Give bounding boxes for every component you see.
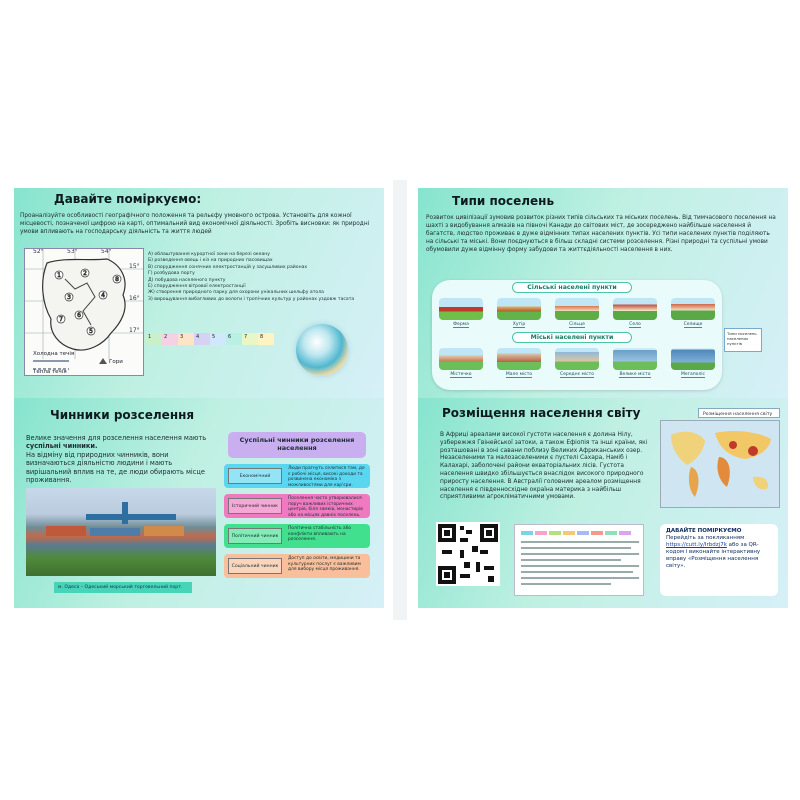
mountains-label: Гори: [109, 359, 123, 365]
think-text-rest: або за QR-кодом і виконайте інтерактивну вправу «Розміщення населення світу».: [666, 542, 761, 569]
settlement-item: [613, 348, 657, 378]
think-box: [660, 524, 778, 596]
activity-list: [148, 252, 378, 303]
factor-label: Соціальний чинник: [228, 558, 282, 574]
svg-text:6: 6: [77, 312, 81, 319]
settlement-label: Хутір: [512, 322, 526, 327]
lon-label: 17°: [129, 327, 140, 334]
svg-text:7: 7: [59, 316, 63, 323]
factor-text: Люди прагнуть селитися там, де є робочі місця, високі доходи та розвинена економіка з можливостями для кар'єри.: [288, 466, 365, 488]
slide-title: Типи поселень: [452, 194, 555, 208]
factor-social: [224, 554, 370, 578]
settlement-item: [555, 348, 599, 378]
factor-text: Поселення часто утворювалися поруч важливих історичних центрів, біля замків, монастирів або на місцях давніх поселень.: [288, 496, 363, 518]
settlement-label: Мегаполіс: [680, 372, 706, 377]
island-globe-image: [296, 324, 348, 376]
think-title: ДАВАЙТЕ ПОМІРКУЄМО: [666, 528, 742, 534]
exercise-link[interactable]: https://cutt.ly/Irbdzj7k: [666, 542, 727, 548]
urban-row: [432, 348, 722, 378]
exercise-preview-graphic: [515, 525, 645, 597]
list-item: Е) спорудження вітрової електростанції: [148, 284, 246, 290]
urban-header: Міські населені пункти: [512, 332, 632, 343]
world-map-graphic: [661, 421, 780, 508]
factors-title: Суспільні чинники розселення населення: [228, 432, 366, 458]
page-divider: [393, 180, 407, 620]
answer-cell[interactable]: 5: [210, 333, 226, 345]
settlement-label: Середнє місто: [560, 372, 594, 377]
settlement-item: [671, 348, 715, 378]
list-item: Г) розбудова порту: [148, 271, 195, 277]
svg-text:8: 8: [115, 276, 119, 283]
settlement-item: [555, 298, 599, 328]
lat-label: 54°: [101, 248, 112, 255]
factor-label: Політичний чинник: [228, 528, 282, 544]
settlement-label: Мале місто: [505, 372, 533, 377]
port-photo-graphic: [26, 488, 216, 576]
cold-current-label: Холодна течія: [33, 351, 75, 357]
factors-text-bold: суспільні чинники.: [26, 442, 98, 451]
list-item: Б) розведення овець і кіз на природних пасовищах: [148, 258, 273, 264]
slide-think: [14, 188, 384, 398]
settlement-label: Селище: [683, 322, 703, 327]
factor-political: [224, 524, 370, 548]
settlement-label: Село: [629, 322, 641, 327]
settlement-item: [439, 348, 483, 378]
factor-label: Економічний: [228, 468, 282, 484]
svg-text:4: 4: [101, 292, 105, 299]
settlement-label: Ферма: [453, 322, 469, 327]
settlement-item: [671, 298, 715, 328]
slide-factors: [14, 398, 384, 608]
factor-label: Історичний чинник: [228, 498, 282, 514]
settlement-item: [497, 348, 541, 378]
svg-text:5: 5: [89, 328, 93, 335]
population-text: В Африці ареалами високої густоти населення є долина Нілу, узбережжя Гвінейської затоки, а також Ефіопія та інші країни, які розташовані в зоні савани поблизу Великих Африканських озер. Незаселеними та малозаселеними є пустелі Сахара, Наміб і Калахарі, заболочені райони екваторіальних лісів. Густота населення швидко збільшується внаслідок високого природного приросту населення. В Австралії головним ареалом розміщення населення є південносхідне окраїна материка з найбільш сприятливими агрокліматичними умовами.: [440, 432, 648, 501]
answer-cell[interactable]: 2: [162, 333, 178, 345]
map-title: Розміщення населення світу: [698, 408, 780, 418]
factors-text-intro: Велике значення для розселення населення мають: [26, 434, 207, 442]
answer-cell[interactable]: 7: [242, 333, 258, 345]
answer-cell[interactable]: 4: [194, 333, 210, 345]
answer-cell[interactable]: 6: [226, 333, 242, 345]
warm-current-label: Тепла течія: [33, 369, 67, 375]
list-item: В) спорудження сонячних електростанцій у засушливих районах: [148, 264, 308, 270]
photo-caption: м. Одеса – Одеський морський торговельний порт.: [54, 582, 192, 593]
settlement-note: Типи поселень населених пунктів: [724, 328, 762, 352]
svg-text:2: 2: [83, 270, 87, 277]
answer-cells: [146, 333, 274, 345]
world-population-map: [660, 420, 780, 508]
svg-text:3: 3: [67, 294, 71, 301]
slide-title: Чинники розселення: [50, 408, 195, 422]
lon-label: 15°: [129, 263, 140, 270]
list-item: Ж) створення природного парку для охорони унікальних шельфу атола: [148, 290, 324, 296]
lon-label: 16°: [129, 295, 140, 302]
lat-label: 52°: [33, 248, 44, 255]
svg-text:1: 1: [57, 272, 61, 279]
settlement-label: Містечко: [450, 372, 472, 377]
answer-cell[interactable]: 3: [178, 333, 194, 345]
factor-text: Політична стабільність або конфлікти впливають на розселення.: [288, 526, 352, 543]
answer-cell[interactable]: 8: [258, 333, 274, 345]
rural-row: [432, 298, 722, 328]
settlement-item: [613, 298, 657, 328]
think-text: Перейдіть за покликанням: [666, 535, 745, 541]
list-item: А) облаштування курортної зони на березі океану: [148, 252, 271, 257]
task-text: Проаналізуйте особливості географічного положення та рельєфу умовного острова. Установіть для кожної місцевості, позначеної цифрою на карті, оптимальний вид економічної діяльності. Зробіть висновки: як природні умови впливають на господарську діяльність та життя людей: [20, 213, 370, 235]
list-item: З) вирощування вибагливих до вологи і тропічних культур у районах уздовж тасата: [148, 296, 355, 302]
factors-text: [26, 434, 218, 484]
intro-text: Розвиток цивілізації зумовив розвиток різних типів сільських та міських поселень. Від тимчасового поселення на шахті з видобування алмазів на півночі Канади до світових міст, де зосереджено найбільше населення й багатств, людство проживає в дуже відмінних типах населених пунктів. Усі типи населених пунктів поділяють на сільські та міські. Вони поєднуються в більш складні системи розселення. Різні природні та суспільні умови обумовили дуже відмінну форму забудови та життєдіяльності населення в них.: [426, 215, 776, 253]
settlement-panel: [432, 280, 722, 390]
settlement-label: Сільце: [569, 322, 585, 327]
port-photo: [26, 488, 216, 576]
settlement-item: [497, 298, 541, 328]
exercise-screenshot: [514, 524, 644, 596]
slide-world-population: [418, 398, 788, 608]
slide-settlement-types: [418, 188, 788, 398]
settlement-item: [439, 298, 483, 328]
settlement-label: Велике місто: [619, 372, 651, 377]
qr-code-graphic: [436, 522, 500, 586]
factor-economic: [224, 464, 370, 488]
factors-text-detail: На відміну від природних чинників, вони визначаються діяльністю людини і мають вирішальний вплив на те, де люди обирають місце проживання.: [26, 450, 205, 485]
list-item: Д) побудова населеного пункту: [148, 277, 226, 283]
answer-cell[interactable]: 1: [146, 333, 162, 345]
qr-code[interactable]: [436, 522, 500, 586]
lat-label: 53°: [67, 248, 78, 255]
rural-header: Сільські населені пункти: [512, 282, 632, 293]
factor-historical: [224, 494, 370, 518]
factor-text: Доступ до освіти, медицини та культурних послуг є важливим для вибору місця проживання.: [288, 556, 361, 573]
island-map: [24, 248, 144, 376]
slide-title: Розміщення населення світу: [442, 406, 641, 420]
slide-title: Давайте поміркуємо:: [54, 192, 202, 206]
